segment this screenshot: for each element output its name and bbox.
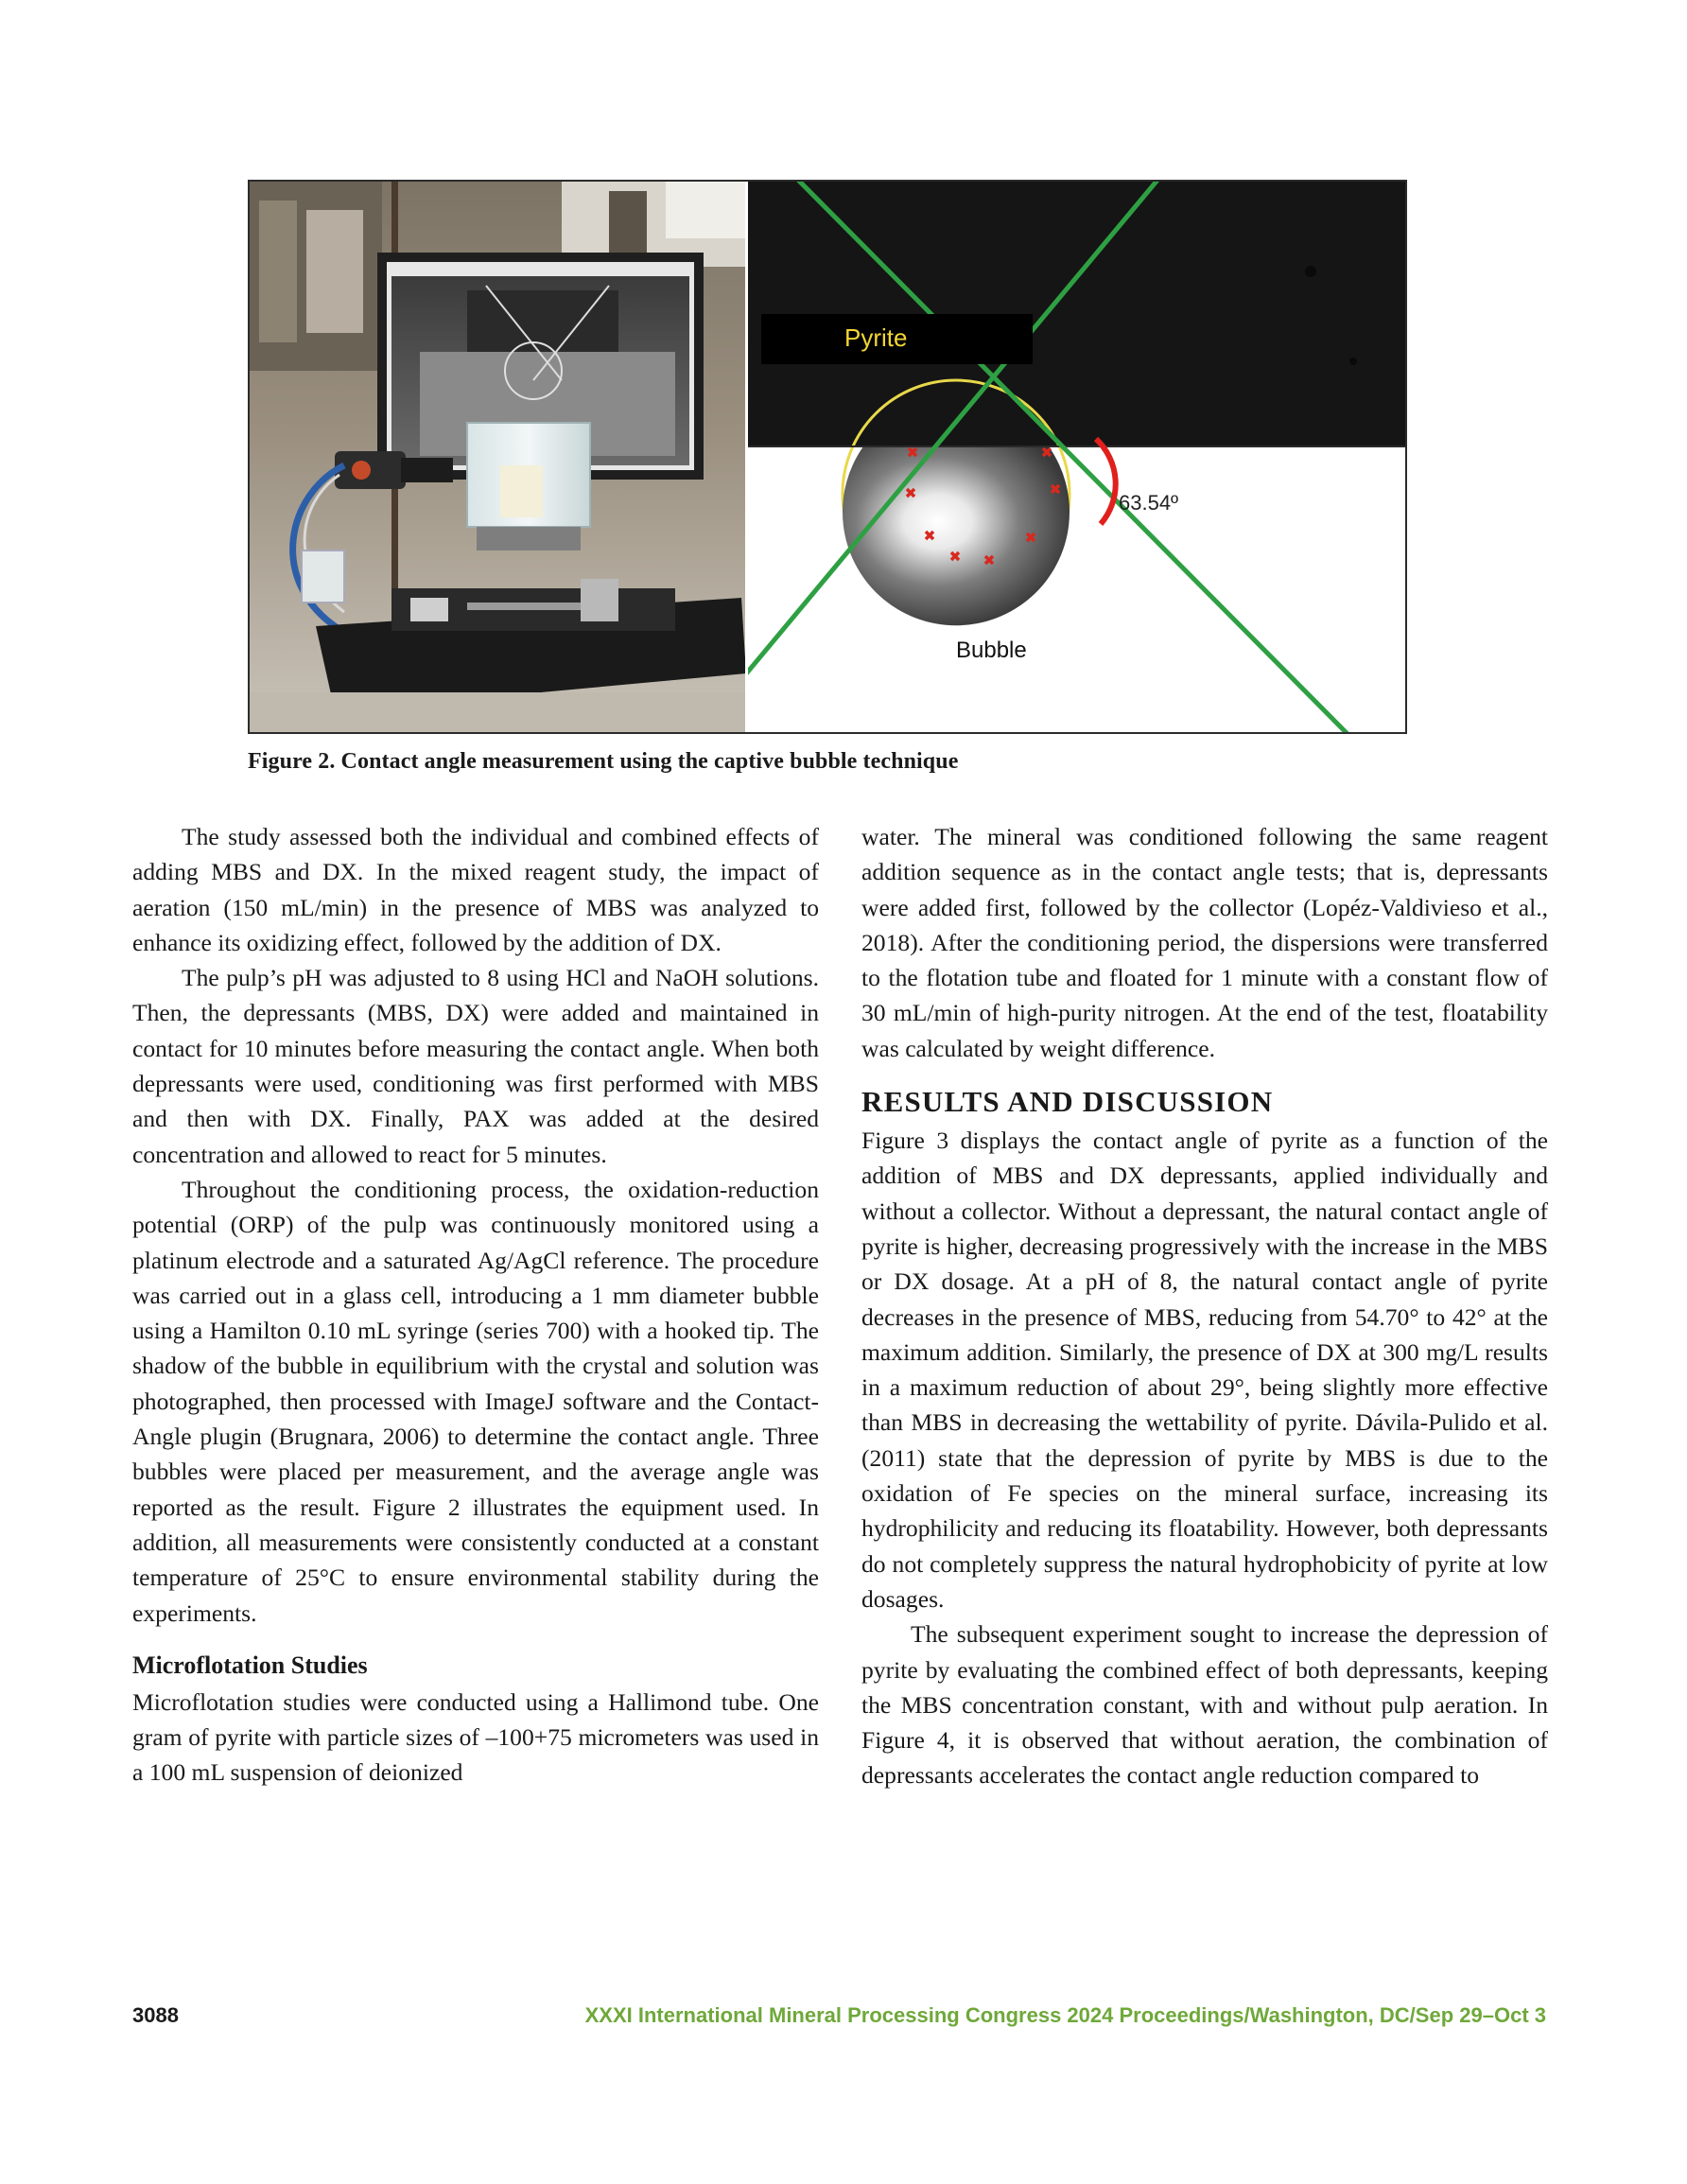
angle-value-label: 63.54º: [1119, 491, 1179, 515]
contact-angle-analysis-image: [748, 182, 1405, 732]
body-paragraph: Figure 3 displays the contact angle of pyrite as a function of the addition of MBS and DX depressants, applied individually and without a collector. Without a depressant, the natural contact angle of pyrite is higher, decreasing progressively with the increase in the MBS or DX dosage. At a pH of 8, the natural contact angle of pyrite decreases in the presence of MBS, reducing from 54.70° to 42° at the maximum addition. Similarly, the presence of DX at 300 mg/L results in a maximum reduction of about 29°, being slightly more effective than MBS in decreasing the wettability of pyrite. Dávila-Pulido et al. (2011) state that the depression of pyrite by MBS is due to the oxidation of Fe species on the mineral surface, increasing its hydrophilicity and reducing its floatability. However, both depressants do not completely suppress the natural hydrophobicity of pyrite at low dosages.: [861, 1127, 1548, 1613]
body-paragraph: Microflotation studies were conducted using a Hallimond tube. One gram of pyrite with particle sizes of –100+75 micrometers was used in a 100 mL suspension of deionized: [132, 1687, 819, 1787]
pyrite-label: [761, 314, 1033, 364]
section-subheading: Microflotation Studies: [132, 1651, 368, 1679]
body-paragraph: Throughout the conditioning process, the oxidation-reduction potential (ORP) of the pulp was continuously monitored using a platinum electrode and a saturated Ag/AgCl reference. The procedure was carried out in a glass cell, introducing a 1 mm diameter bubble using a Hamilton 0.10 mL syringe (series 700) with a hooked tip. The shadow of the bubble in equilibrium with the crystal and solution was photographed, then processed with ImageJ software and the Contact-Angle plugin (Brugnara, 2006) to determine the contact angle. Three bubbles were placed per measurement, and the average angle was reported as the result. Figure 2 illustrates the equipment used. In addition, all measurements were consistently conducted at a constant temperature of 25°C to ensure environmental stability during the experiments.: [132, 1175, 819, 1627]
pyrite-label-text: Pyrite: [844, 323, 908, 352]
section-heading: RESULTS AND DISCUSSION: [861, 1085, 1274, 1119]
figure-caption: Figure 2. Contact angle measurement using the captive bubble technique: [248, 749, 959, 774]
body-paragraph: The study assessed both the individual and combined effects of adding MBS and DX. In the mixed reagent study, the impact of aeration (150 mL/min) in the presence of MBS was analyzed to enhance its oxidizing effect, followed by the addition of DX.: [132, 823, 819, 956]
body-paragraph: The subsequent experiment sought to increase the depression of pyrite by evaluating the combined effect of both depressants, keeping the MBS concentration constant, with and without pulp aeration. In Figure 4, it is observed that without aeration, the combination of depressants accelerates the contact angle reduction compared to: [861, 1620, 1548, 1790]
figure-2: [248, 180, 1407, 734]
right-text-column: [861, 819, 1548, 1793]
lab-equipment-photo: [250, 182, 746, 732]
left-text-column: [132, 819, 819, 1791]
body-paragraph: water. The mineral was conditioned following the same reagent addition sequence as in the contact angle tests; that is, depressants were added first, followed by the collector (Lopéz-Valdivieso et al., 2018). After the conditioning period, the dispersions were transferred to the flotation tube and floated for 1 minute with a constant flow of 30 mL/min of high-purity nitrogen. At the end of the test, floatability was calculated by weight difference.: [861, 823, 1548, 1062]
bubble-label: Bubble: [956, 638, 1027, 663]
page-number: 3088: [132, 2003, 179, 2027]
body-paragraph: The pulp’s pH was adjusted to 8 using HCl and NaOH solutions. Then, the depressants (MBS, DX) were added and maintained in contact for 10 minutes before measuring the contact angle. When both depressants were used, conditioning was first performed with MBS and then with DX. Finally, PAX was added at the desired concentration and allowed to react for 5 minutes.: [132, 964, 819, 1168]
running-footer: XXXI International Mineral Processing Congress 2024 Proceedings/Washington, DC/Sep 29–Oct 3: [584, 2003, 1546, 2027]
